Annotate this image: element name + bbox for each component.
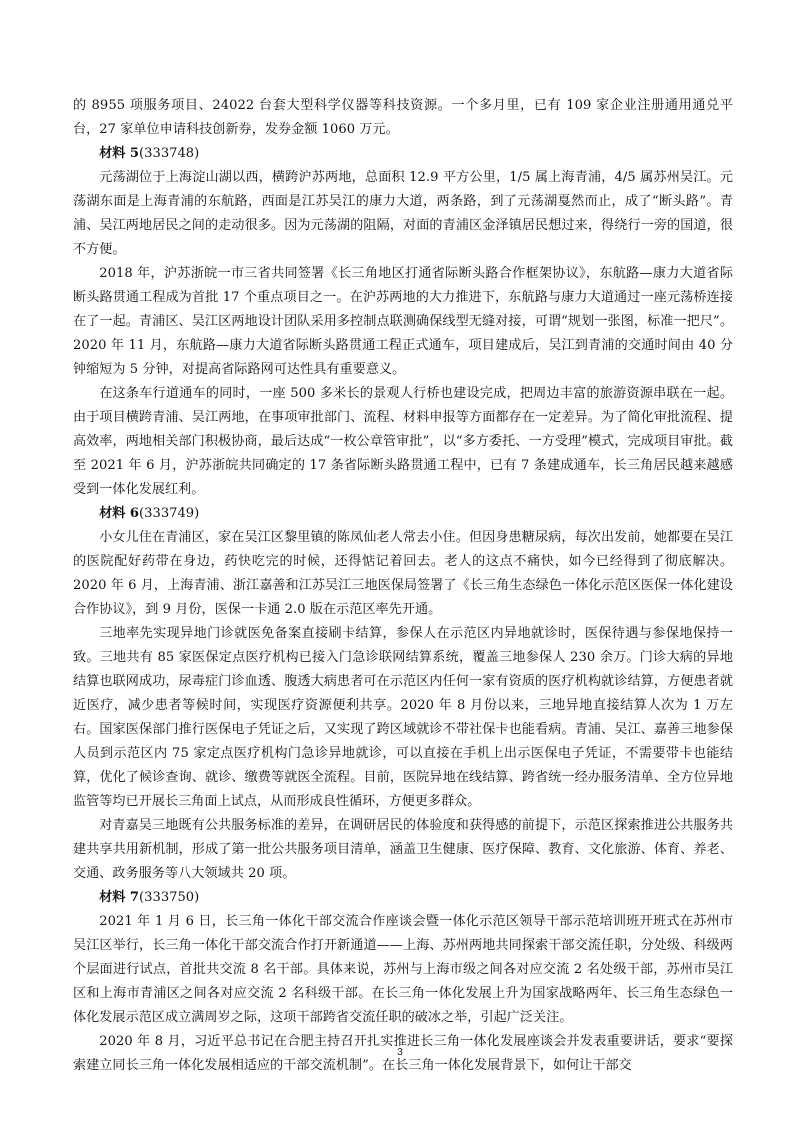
document-body (73, 94, 733, 1078)
section-heading-material-6 (73, 502, 733, 526)
paragraph-3: 2018 年，沪苏浙皖一市三省共同签署《长三角地区打通省际断头路合作框架协议》，东航路—康力大道省际断头路贯通工程成为首批 17 个重点项目之一。在沪苏两地的大力推进下，东航路与康力大道通过一座元荡桥连接在了一起。青浦区、吴江区两地设计团队采用多控制点联测确保线型无缝对接，可谓“规划一张图，标准一把尺”。2020 年 11 月，东航路—康力大道省际断头路贯通工程正式通车，项目建成后，吴江到青浦的交通时间由 40 分钟缩短为 5 分钟，对提高省际路网可达性具有重要意义。 (73, 266, 733, 377)
paragraph-2: 元荡湖位于上海淀山湖以西，横跨沪苏两地，总面积 12.9 平方公里，1/5 属上海青浦，4/5 属苏州吴江。元荡湖东面是上海青浦的东航路，西面是江苏吴江的康力大道，两条路，到了元荡湖戛然而止，成了“断头路”。青浦、吴江两地居民之间的走动很多。因为元荡湖的阻隔，对面的青浦区金泽镇居民想过来，得绕行一旁的国道，很不方便。 (73, 170, 733, 257)
paragraph-9: 2020 年 8 月，习近平总书记在合肥主持召开扎实推进长三角一体化发展座谈会并发表重要讲话，要求“要探索建立同长三角一体化发展相适应的干部交流机制”。在长三角一体化发展背景下，如何让干部交 (73, 1034, 733, 1073)
paragraph-1: 的 8955 项服务项目、24022 台套大型科学仪器等科技资源。一个多月里，已有 109 家企业注册通用通兑平台，27 家单位申请科技创新券，发券金额 1060 万元。 (73, 98, 733, 137)
section-heading-code: (333749) (139, 506, 200, 521)
section-heading-code: (333748) (139, 146, 200, 161)
section-heading-material-5 (73, 142, 733, 166)
page-number: 3 (397, 1047, 403, 1058)
paragraph-8: 2021 年 1 月 6 日，长三角一体化干部交流合作座谈会暨一体化示范区领导干部示范培训班开班式在苏州市吴江区举行，长三角一体化干部交流合作打开新通道——上海、苏州两地共同探索干部交流任职，分处级、科级两个层面进行试点，首批共交流 8 名干部。具体来说，苏州与上海市级之间各对应交流 2 名处级干部，苏州市吴江区和上海市青浦区之间各对应交流 2 名科级干部。在长三角一体化发展上升为国家战略两年、长三角生态绿色一体化发展示范区成立满周岁之际，这项干部跨省交流任职的破冰之举，引起广泛关注。 (73, 914, 733, 1025)
paragraph-6: 三地率先实现异地门诊就医免备案直接刷卡结算，参保人在示范区内异地就诊时，医保待遇与参保地保持一致。三地共有 85 家医保定点医疗机构已接入门急诊联网结算系统，覆盖三地参保人 230 余万。门诊大病的异地结算也联网成功，尿毒症门诊血透、腹透大病患者可在示范区内任何一家有资质的医疗机构就诊结算，方便患者就近医疗，减少患者等候时间，实现医疗资源便利共享。2020 年 8 月份以来，三地异地直接结算人次为 1 万左右。国家医保部门推行医保电子凭证之后，又实现了跨区域就诊不带社保卡也能看病。青浦、吴江、嘉善三地参保人员到示范区内 75 家定点医疗机构门急诊异地就诊，可以直接在手机上出示医保电子凭证，不需要带卡也能结算，优化了候诊查询、就诊、缴费等就医全流程。目前，医院异地在线结算、跨省统一经办服务清单、全方位异地监管等均已开展长三角面上试点，从而形成良性循环，方便更多群众。 (73, 626, 733, 809)
section-heading-material-7 (73, 886, 733, 910)
paragraph-5: 小女儿住在青浦区，家在吴江区黎里镇的陈凤仙老人常去小住。但因身患糖尿病，每次出发前，她都要在吴江的医院配好药带在身边，药快吃完的时候，还得惦记着回去。老人的这点不痛快，如今已经得到了彻底解决。2020 年 6 月，上海青浦、浙江嘉善和江苏吴江三地医保局签署了《长三角生态绿色一体化示范区医保一体化建设合作协议》，到 9 月份，医保一卡通 2.0 版在示范区率先开通。 (73, 530, 733, 617)
section-heading-label: 材料 6 (99, 506, 140, 521)
section-heading-label: 材料 7 (99, 890, 140, 905)
section-heading-code: (333750) (139, 890, 200, 905)
section-heading-label: 材料 5 (99, 146, 140, 161)
paragraph-7: 对青嘉吴三地既有公共服务标准的差异，在调研居民的体验度和获得感的前提下，示范区探索推进公共服务共建共享共用新机制，形成了第一批公共服务项目清单，涵盖卫生健康、医疗保障、教育、文化旅游、体育、养老、交通、政务服务等八大领域共 20 项。 (73, 818, 733, 881)
paragraph-4: 在这条车行道通车的同时，一座 500 多米长的景观人行桥也建设完成，把周边丰富的旅游资源串联在一起。由于项目横跨青浦、吴江两地，在事项审批部门、流程、材料申报等方面都存在一定差异。为了简化审批流程、提高效率，两地相关部门积极协商，最后达成“一枚公章管审批”，以“多方委托、一方受理”模式，完成项目审批。截至 2021 年 6 月，沪苏浙皖共同确定的 17 条省际断头路贯通工程中，已有 7 条建成通车，长三角居民越来越感受到一体化发展红利。 (73, 386, 733, 497)
